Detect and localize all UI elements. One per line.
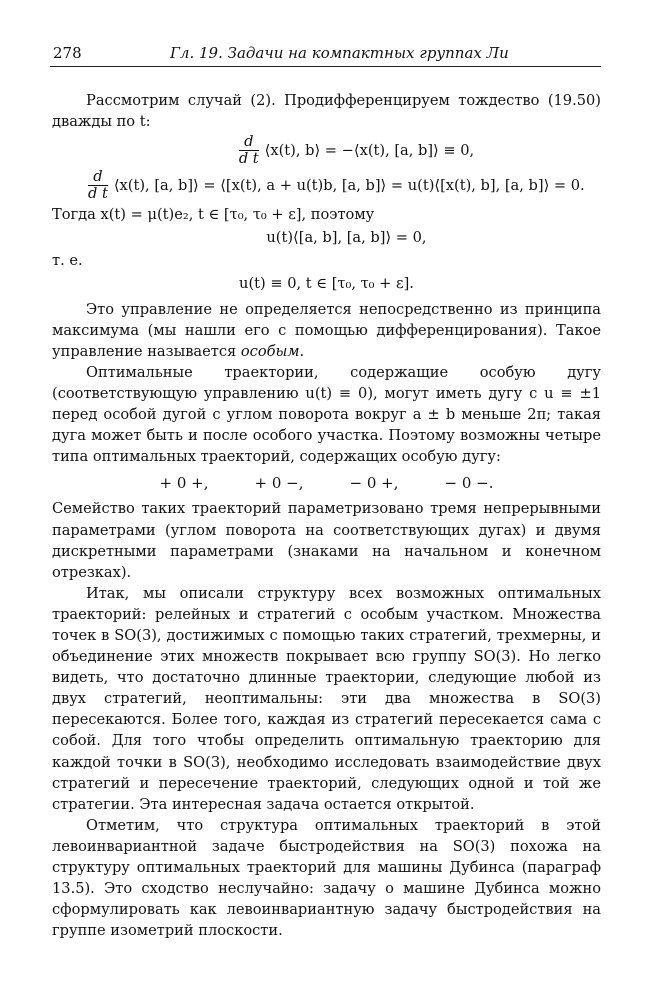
paragraph-5: Оптимальные траектории, содержащие особую дугу (соответствующую управлению u(t) ≡ 0), могут иметь дугу с u ≡ ±1 перед особой дугой с углом поворота вокруг a ± b меньше 2π; такая дуга может быть и после особого участка. Поэтому возможны четыре типа оптимальных траекторий, содержащих особую дугу: [52,363,601,466]
formula-2-expression: ⟨x(t), [a, b]⟩ = ⟨[x(t), a + u(t)b, [a, b]⟩ = u(t)⟨[x(t), b], [a, b]⟩ = 0. [113,177,585,195]
paragraph-7: Итак, мы описали структуру всех возможных оптимальных траекторий: релейных и стратегий с особым участком. Множества точек в SO(3), достижимых с помощью таких стратегий, трехмерны, и объединение этих множеств покрывает всю группу SO(3). Но легко видеть, что достаточно длинные траектории, следующие любой из двух стратегий, неоптимальны: эти два множества в SO(3) пересекаются. Более того, каждая из стратегий пересекается сама с собой. Для того чтобы определить оптимальную траекторию для каждой точки в SO(3), необходимо исследовать взаимодействие двух стратегий и пересечение траекторий, следующих одной и той же стратегии. Эта интересная задача остается открытой. [52,584,601,813]
formula-3: u(t)⟨[a, b], [a, b]⟩ = 0, [266,229,427,247]
paragraph-1: Рассмотрим случай (2). Продифференцируем тождество (19.50) дважды по t: [52,92,601,131]
page-number: 278 [53,44,82,62]
term-singular: особым [240,342,300,360]
fraction-d-dt-1 [239,134,259,167]
formula-2 [52,169,601,202]
formula-4: u(t) ≡ 0, t ∈ [τ₀, τ₀ + ε]. [239,275,414,293]
paragraph-4-end: . [299,342,305,360]
paragraph-2: Тогда x(t) = μ(t)e₂, t ∈ [τ₀, τ₀ + ε], поэтому [52,206,375,224]
paragraph-8: Отметим, что структура оптимальных траекторий в этой левоинвариантной задаче быстродействия на SO(3) похожа на структуру оптимальных траекторий для машины Дубинса (параграф 13.5). Это сходство неслучайно: задачу о машине Дубинса можно сформулировать как левоинвариантную задачу быстродействия на группе изометрий плоскости. [52,816,601,940]
strategy-list [52,473,601,494]
paragraph-4-text: Это управление не определяется непосредственно из принципа максимума (мы нашли его с помощью дифференцирования). Такое управление называется [52,300,601,360]
paragraph-4 [52,299,601,362]
strategy-item: + 0 −, [254,474,304,493]
fraction-numerator: d [239,134,259,151]
fraction-denominator: d t [238,150,259,168]
formula-1 [52,134,601,167]
formula-1-expression: ⟨x(t), b⟩ = −⟨x(t), [a, b]⟩ ≡ 0, [264,142,475,160]
chapter-title: Гл. 19. Задачи на компактных группах Ли [170,44,509,62]
strategy-item: + 0 +, [159,474,209,493]
header-rule [50,66,601,67]
page-body [52,90,601,941]
strategy-item: − 0 −. [444,474,494,493]
strategy-item: − 0 +, [349,474,399,493]
fraction-d-dt-2 [88,169,108,202]
fraction-denominator: d t [88,185,108,203]
paragraph-3: т. е. [52,252,83,270]
paragraph-6: Семейство таких траекторий параметризовано тремя непрерывными параметрами (углом поворота на соответствующих дугах) и двумя дискретными параметрами (знаками на начальном и конечном отрезках). [52,500,601,581]
fraction-numerator: d [88,169,108,186]
